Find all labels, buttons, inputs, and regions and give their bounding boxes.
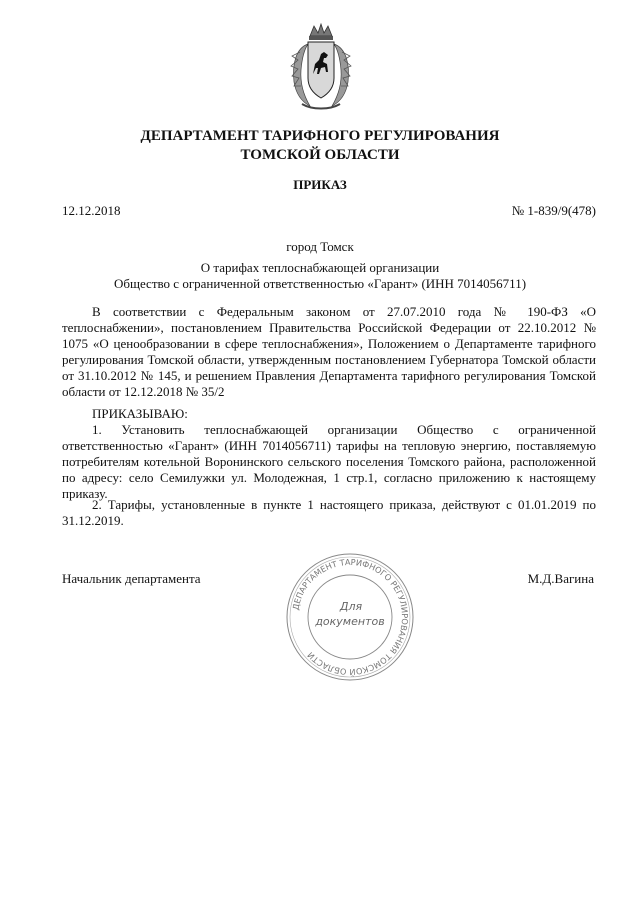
signatory-role: Начальник департамента [62,571,201,586]
document-city: город Томск [286,239,354,254]
order-item-1: 1. Установить теплоснабжающей организации Общество с ограниченной ответственностью «Гарант» (ИНН 7014056711) тарифы на тепловую энергию, поставляемую потребителям котельной Воронинского сельского поселения Томского района, расположенной по адресу: село Семилужки ул. Молодежная, 1 стр.1, согласно приложению к настоящему приказу. [62,422,596,501]
seal-ring-text: ДЕПАРТАМЕНТ ТАРИФНОГО РЕГУЛИРОВАНИЯ ТОМСКОЙ ОБЛАСТИ [290,556,411,678]
order-item-2: 2. Тарифы, установленные в пункте 1 настоящего приказа, действуют с 01.01.2019 по 31.12.2019. [62,497,596,528]
subject-line2: Общество с ограниченной ответственностью «Гарант» (ИНН 7014056711) [113,276,527,291]
subject-line1: О тарифах теплоснабжающей организации [200,260,440,275]
preamble-paragraph: В соответствии с Федеральным законом от 27.07.2010 года № 190-ФЗ «О теплоснабжении», постановлением Правительства Российской Федерации от 22.10.2012 № 1075 «О ценообразовании в сфере теплоснабжения», Положением о Департаменте тарифного регулирования Томской области, утвержденным постановлением Губернатора Томской области от 31.10.2012 № 145, и решением Правления Департамента тарифного регулирования Томской области от 12.12.2018 № 35/2 [62,304,596,399]
department-name-line1: ДЕПАРТАМЕНТ ТАРИФНОГО РЕГУЛИРОВАНИЯ [140,128,500,144]
document-number: № 1-839/9(478) [511,203,596,218]
department-name-line2: ТОМСКОЙ ОБЛАСТИ [240,147,400,163]
document-type-title: ПРИКАЗ [293,177,347,192]
seal-stamp [283,552,417,682]
order-heading: ПРИКАЗЫВАЮ: [92,406,188,421]
coat-of-arms-emblem [288,22,354,112]
document-date: 12.12.2018 [62,203,121,218]
seal-center-line1: Для [339,600,363,613]
seal-center-line2: документов [315,615,385,628]
signatory-name: М.Д.Вагина [527,571,594,586]
